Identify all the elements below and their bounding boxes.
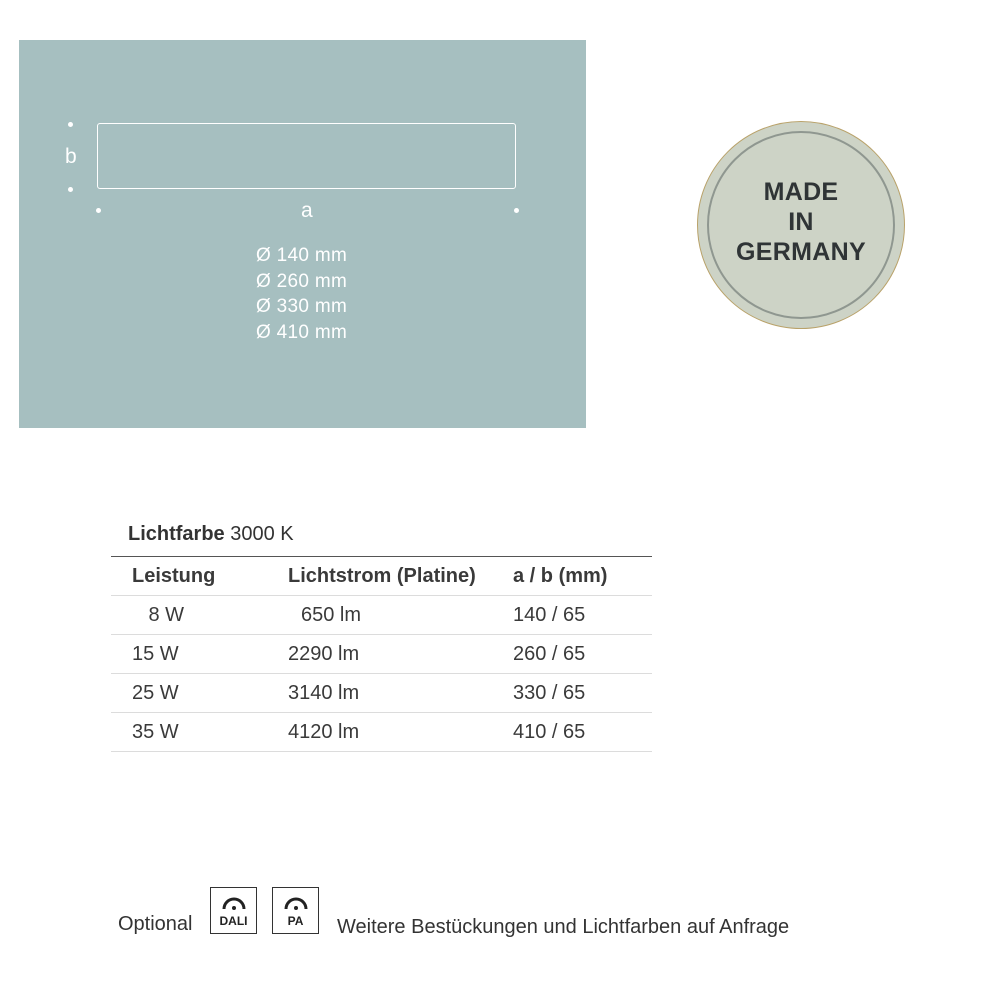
badge-text [698,177,904,267]
spec-table [111,557,652,752]
power-cell: 25 W [111,674,288,713]
made-in-germany-badge [697,121,905,329]
table-row [111,596,652,635]
table-row [111,713,652,752]
header-dims: a / b (mm) [513,557,652,596]
pa-label: PA [287,914,304,928]
power-cell: 35 W [111,713,288,752]
power-cell: 8 W [148,603,184,626]
height-label: b [65,145,77,168]
table-row [111,674,652,713]
dimension-diagram [19,40,586,428]
width-label: a [301,199,313,222]
dali-dim-icon [210,887,257,934]
dali-label: DALI [219,914,248,928]
diameter-item: Ø 410 mm [256,321,348,343]
dims-cell: 330 / 65 [513,674,652,713]
diameter-item: Ø 140 mm [256,245,348,266]
dims-cell: 140 / 65 [513,596,652,635]
header-flux: Lichtstrom (Platine) [288,557,513,596]
dims-cell: 260 / 65 [513,635,652,674]
flux-cell: 2290 lm [288,635,513,674]
table-header-row [111,557,652,596]
diameter-item: Ø 260 mm [256,270,348,292]
optional-label: Optional [118,913,193,935]
badge-line: GERMANY [736,238,866,266]
badge-line: MADE [763,178,839,206]
dim-marker-b-top [68,122,73,127]
pa-dim-icon [272,887,319,934]
badge-line: IN [788,208,814,236]
table-row [111,635,652,674]
flux-cell: 3140 lm [288,674,513,713]
light-color-value: 3000 K [230,523,294,545]
diameter-list [256,243,347,345]
flux-cell: 4120 lm [288,713,513,752]
power-cell: 15 W [111,635,288,674]
dim-marker-a-left [96,208,101,213]
light-color-label: Lichtfarbe [128,523,225,545]
dim-marker-b-bottom [68,187,73,192]
flux-cell: 650 lm [301,603,362,626]
light-color-title [128,523,294,546]
diameter-item: Ø 330 mm [256,296,348,317]
footer-note: Weitere Bestückungen und Lichtfarben auf Anfrage [337,916,790,938]
header-power: Leistung [111,557,288,596]
dim-marker-a-right [514,208,519,213]
dims-cell: 410 / 65 [513,713,652,752]
luminaire-outline [97,123,516,189]
